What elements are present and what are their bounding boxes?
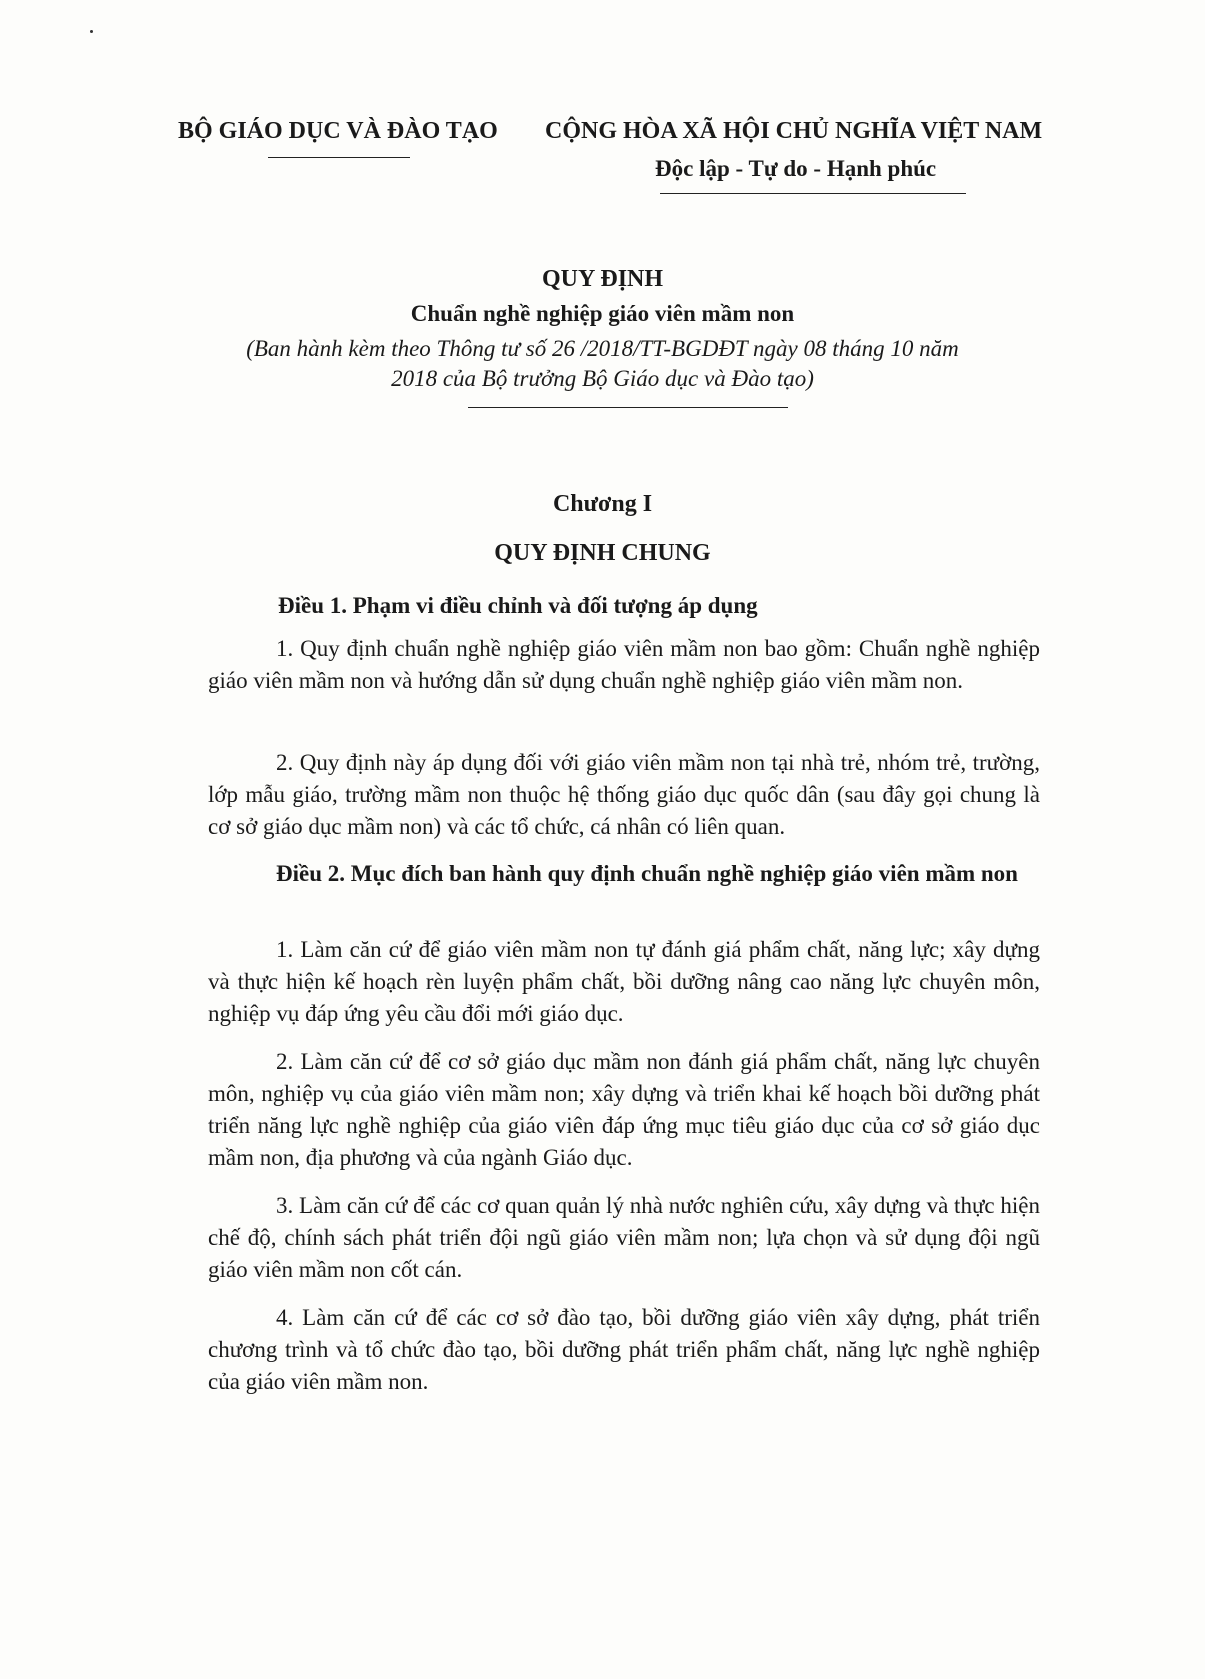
article-1-paragraph-2: 2. Quy định này áp dụng đối với giáo viên mầm non tại nhà trẻ, nhóm trẻ, trường, lớp mẫu giáo, trường mầm non thuộc hệ thống giáo dục quốc dân (sau đây gọi chung là cơ sở giáo dục mầm non) và các tổ chức, cá nhân có liên quan. (208, 750, 1040, 839)
article-2-paragraph-1: 1. Làm căn cứ để giáo viên mầm non tự đánh giá phẩm chất, năng lực; xây dựng và thực hiện kế hoạch rèn luyện phẩm chất, bồi dưỡng nâng cao năng lực chuyên môn, nghiệp vụ đáp ứng yêu cầu đổi mới giáo dục. (208, 937, 1040, 1026)
article-2-heading: Điều 2. Mục đích ban hành quy định chuẩn nghề nghiệp giáo viên mầm non (276, 861, 1018, 886)
chapter-title: QUY ĐỊNH CHUNG (494, 540, 711, 566)
article-2-paragraph-2: 2. Làm căn cứ để cơ sở giáo dục mầm non đánh giá phẩm chất, năng lực chuyên môn, nghiệp vụ của giáo viên mầm non; xây dựng và triển khai kế hoạch bồi dưỡng phát triển năng lực nghề nghiệp của giáo viên đáp ứng mục tiêu giáo dục của cơ sở giáo dục mầm non, địa phương và của ngành Giáo dục. (208, 1049, 1040, 1170)
country-name: CỘNG HÒA XÃ HỘI CHỦ NGHĨA VIỆT NAM (545, 118, 1043, 144)
article-1-paragraph-1: 1. Quy định chuẩn nghề nghiệp giáo viên mầm non bao gồm: Chuẩn nghề nghiệp giáo viên mầm non và hướng dẫn sử dụng chuẩn nghề nghiệp giáo viên mầm non. (208, 636, 1040, 693)
ministry-underline (268, 157, 410, 158)
ministry-name: BỘ GIÁO DỤC VÀ ĐÀO TẠO (178, 118, 498, 144)
issuance-line-2: 2018 của Bộ trưởng Bộ Giáo dục và Đào tạo) (391, 366, 814, 391)
chapter-number: Chương I (552, 491, 653, 517)
motto-underline (660, 193, 966, 194)
issuance-line-1: (Ban hành kèm theo Thông tư số 26 /2018/TT-BGDĐT ngày 08 tháng 10 năm (246, 336, 959, 361)
document-type: QUY ĐỊNH (541, 266, 664, 292)
scan-speck (90, 30, 93, 33)
article-2-paragraph-4: 4. Làm căn cứ để các cơ sở đào tạo, bồi dưỡng giáo viên xây dựng, phát triển chương trình và tổ chức đào tạo, bồi dưỡng phát triển phẩm chất, năng lực nghề nghiệp của giáo viên mầm non. (208, 1305, 1040, 1394)
national-motto: Độc lập - Tự do - Hạnh phúc (655, 156, 937, 181)
document-title: Chuẩn nghề nghiệp giáo viên mầm non (410, 301, 795, 326)
article-1-heading: Điều 1. Phạm vi điều chỉnh và đối tượng áp dụng (278, 593, 758, 618)
title-underline (468, 407, 788, 408)
issuance-note (0, 334, 1205, 394)
article-2-paragraph-3: 3. Làm căn cứ để các cơ quan quản lý nhà nước nghiên cứu, xây dựng và thực hiện chế độ, chính sách phát triển đội ngũ giáo viên mầm non; lựa chọn và sử dụng đội ngũ giáo viên mầm non cốt cán. (208, 1193, 1040, 1282)
